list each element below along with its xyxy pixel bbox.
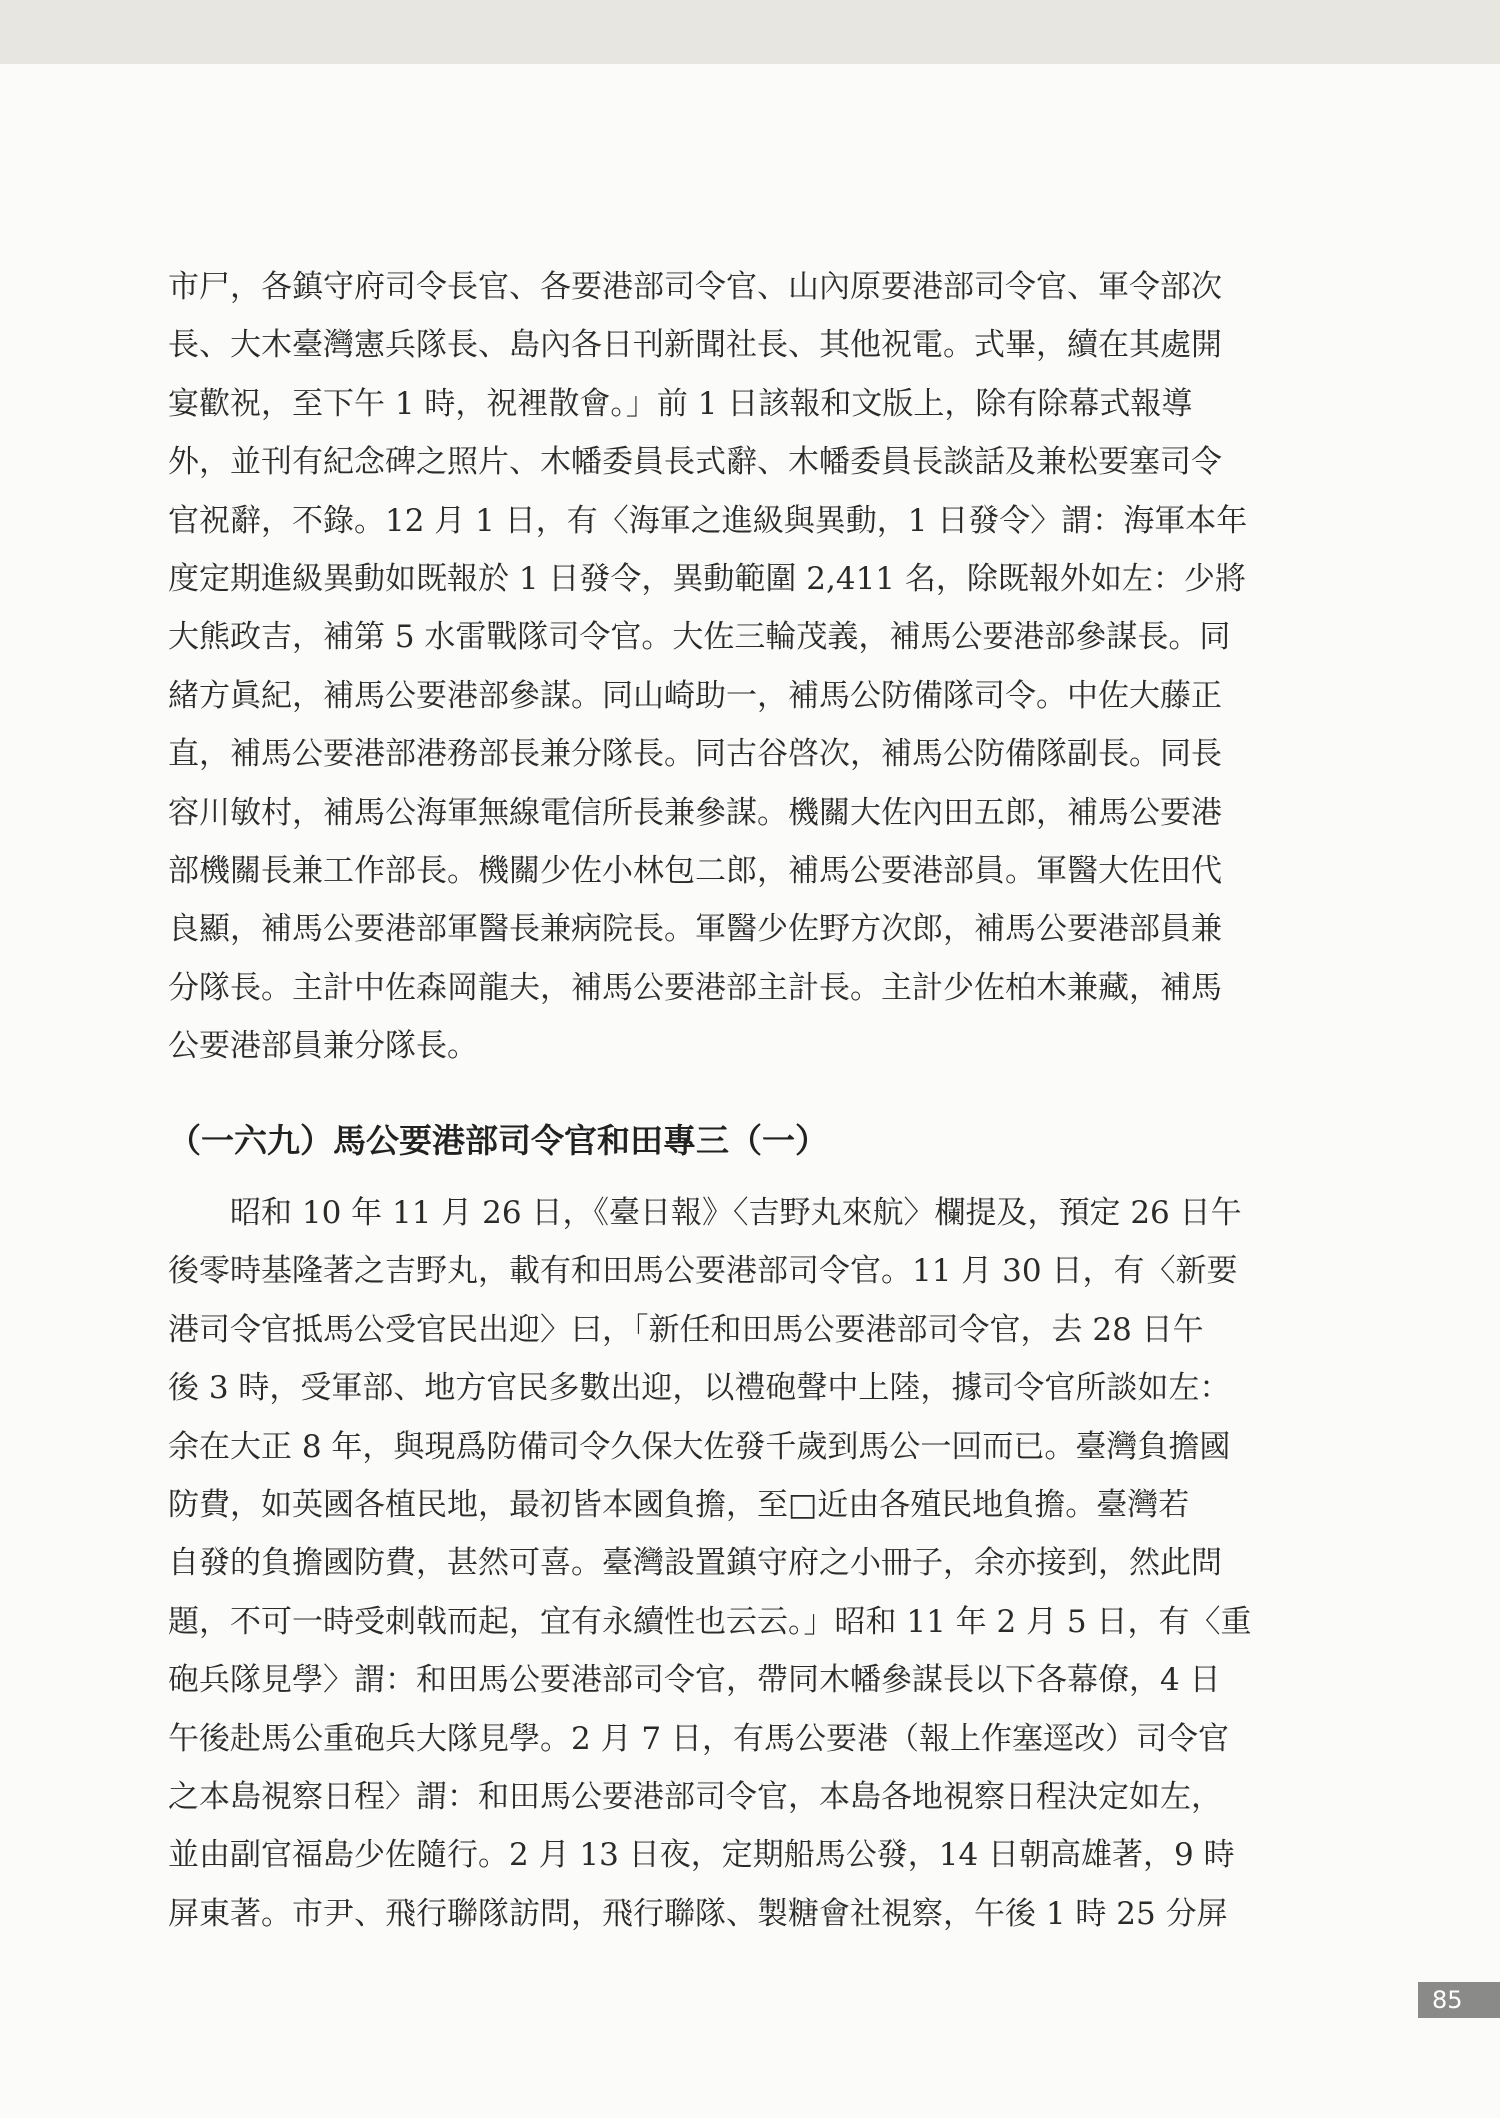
text-line: 外，並刊有紀念碑之照片、木幡委員長式辭、木幡委員長談話及兼松要塞司令 — [168, 444, 1222, 481]
scan-top-band — [0, 0, 1500, 64]
text-line: 午後赴馬公重砲兵大隊見學。2 月 7 日，有馬公要港（報上作塞逕改）司令官 — [168, 1720, 1230, 1757]
text-line: 良顯，補馬公要港部軍醫長兼病院長。軍醫少佐野方次郎，補馬公要港部員兼 — [168, 911, 1222, 948]
text-line: 緒方眞紀，補馬公要港部參謀。同山崎助一，補馬公防備隊司令。中佐大藤正 — [168, 677, 1222, 714]
text-line: 官祝辭，不錄。12 月 1 日，有〈海軍之進級與異動，1 日發令〉謂：海軍本年 — [168, 502, 1248, 539]
paragraph-2 — [168, 1184, 1280, 1943]
text-line: 防費，如英國各植民地，最初皆本國負擔，至□近由各殖民地負擔。臺灣若 — [168, 1486, 1190, 1523]
text-line: 度定期進級異動如既報於 1 日發令，異動範圍 2,411 名，除既報外如左：少將 — [168, 560, 1246, 597]
text-line: 砲兵隊見學〉謂：和田馬公要港部司令官，帶同木幡參謀長以下各幕僚，4 日 — [168, 1662, 1221, 1699]
page-number: 85 — [1418, 1982, 1500, 2018]
text-line: 後零時基隆著之吉野丸，載有和田馬公要港部司令官。11 月 30 日，有〈新要 — [168, 1253, 1238, 1290]
text-line: 市尸，各鎮守府司令長官、各要港部司令官、山內原要港部司令官、軍令部次 — [168, 269, 1222, 305]
text-line: 長、大木臺灣憲兵隊長、島內各日刊新聞社長、其他祝電。式畢，續在其處開 — [168, 327, 1222, 364]
text-line: 公要港部員兼分隊長。 — [168, 1028, 478, 1065]
text-line: 並由副官福島少佐隨行。2 月 13 日夜，定期船馬公發，14 日朝高雄著，9 時 — [168, 1837, 1235, 1874]
section-heading: （一六九）馬公要港部司令官和田專三（一） — [168, 1121, 828, 1160]
text-line: 余在大正 8 年，與現爲防備司令久保大佐發千歲到馬公一回而已。臺灣負擔國 — [168, 1428, 1231, 1465]
text-line: 直，補馬公要港部港務部長兼分隊長。同古谷啓次，補馬公防備隊副長。同長 — [168, 736, 1222, 773]
text-line: 昭和 10 年 11 月 26 日，《臺日報》〈吉野丸來航〉欄提及，預定 26 日午 — [230, 1195, 1242, 1231]
text-line: 港司令官抵馬公受官民出迎〉曰，「新任和田馬公要港部司令官，去 28 日午 — [168, 1311, 1204, 1348]
text-line: 大熊政吉，補第 5 水雷戰隊司令官。大佐三輪茂義，補馬公要港部參謀長。同 — [168, 619, 1231, 656]
text-line: 部機關長兼工作部長。機關少佐小林包二郎，補馬公要港部員。軍醫大佐田代 — [168, 852, 1222, 889]
text-line: 後 3 時，受軍部、地方官民多數出迎，以禮砲聲中上陸，據司令官所談如左： — [168, 1370, 1231, 1407]
text-line: 題，不可一時受刺戟而起，宜有永續性也云云。」昭和 11 年 2 月 5 日，有〈重 — [168, 1603, 1252, 1640]
text-line: 容川敏村，補馬公海軍無線電信所長兼參謀。機關大佐內田五郎，補馬公要港 — [168, 794, 1222, 831]
text-line: 宴歡祝，至下午 1 時，祝裡散會。」前 1 日該報和文版上，除有除幕式報導 — [168, 385, 1193, 422]
text-line: 分隊長。主計中佐森岡龍夫，補馬公要港部主計長。主計少佐柏木兼藏，補馬 — [168, 969, 1222, 1006]
text-line: 屏東著。市尹、飛行聯隊訪問，飛行聯隊、製糖會社視察，午後 1 時 25 分屏 — [168, 1895, 1228, 1932]
text-line: 之本島視察日程〉謂：和田馬公要港部司令官，本島各地視察日程決定如左， — [168, 1778, 1222, 1815]
paragraph-1 — [168, 258, 1280, 1075]
text-line: 自發的負擔國防費，甚然可喜。臺灣設置鎮守府之小冊子，余亦接到，然此問 — [168, 1545, 1222, 1582]
